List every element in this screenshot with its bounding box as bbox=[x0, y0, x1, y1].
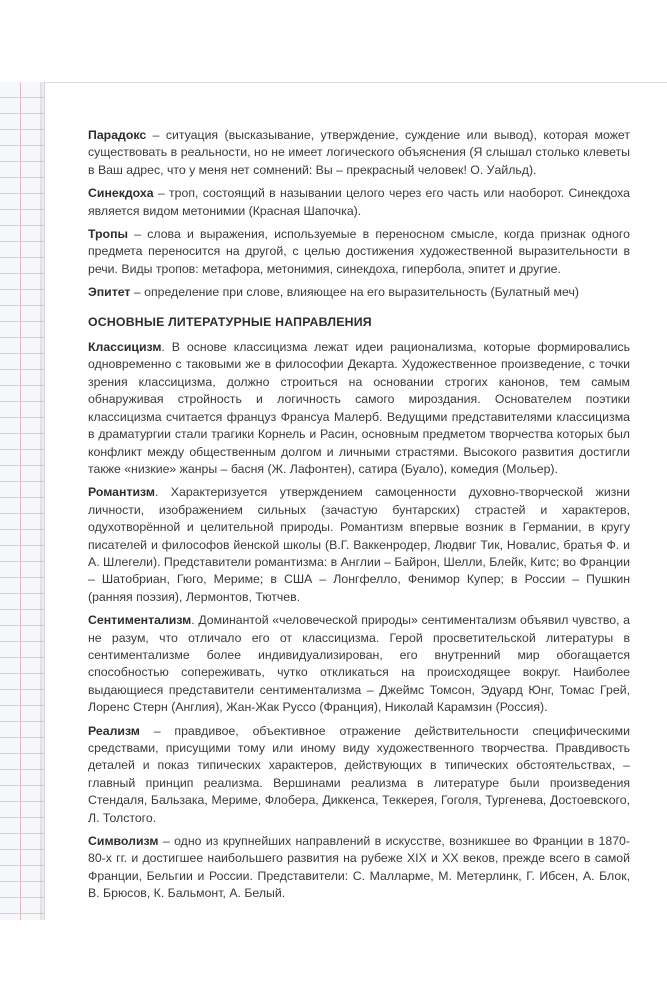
movement-heading: Романтизм bbox=[88, 485, 155, 500]
term-heading: Парадокс bbox=[88, 128, 147, 142]
notebook-page-edge bbox=[0, 82, 45, 920]
movement-heading: Классицизм bbox=[88, 340, 162, 355]
page-content bbox=[88, 127, 630, 909]
background-bottom bbox=[0, 920, 667, 1000]
movement-heading: Символизм bbox=[88, 834, 159, 849]
background-top bbox=[0, 0, 667, 82]
movement-heading: Реализм bbox=[88, 723, 140, 738]
term-definition: – слова и выражения, используемые в переносном смысле, когда признак одного предмета переносится на другой, с целью достижения художественной выразительности в речи. Виды тропов: метафора, метонимия, синекдоха, гипербола, эпитет и другие. bbox=[88, 227, 630, 276]
book-page bbox=[45, 82, 667, 922]
term-paragraph bbox=[88, 226, 630, 278]
movement-heading: Сентиментализм bbox=[88, 613, 192, 628]
movement-description: – одно из крупнейших направлений в искусстве, возникшее во Франции в 1870-80-х гг. и достигшее наибольшего развития на рубеже XIX и XX веков, прежде всего в самой Франции, Бельгии и России. Представители: С. Малларме, М. Метерлинк, Г. Ибсен, А. Блок, В. Брюсов, К. Бальмонт, А. Белый. bbox=[88, 834, 630, 901]
term-heading: Эпитет bbox=[88, 285, 131, 300]
movement-description: . В основе классицизма лежат идеи рационализма, которые формировались одновременно с таковыми же в философии Декарта. Художественное произведение, с точки зрения классицизма, должно строиться на основании строгих канонов, тем самым обнаруживая стройность и логичность самого мироздания. Основателем поэтики классицизма считается француз Франсуа Малерб. Ведущими представителями классицизма в драматургии стали трагики Корнель и Расин, основным предметом творчества которых был конфликт между общественным долгом и личными страстями. Высокого развития достигли также «низкие» жанры – басня (Ж. Лафонтен), сатира (Буало), комедия (Мольер). bbox=[88, 340, 630, 476]
movement-paragraph bbox=[88, 339, 630, 478]
movement-paragraph bbox=[88, 484, 630, 606]
term-paragraph bbox=[88, 185, 630, 220]
term-definition: – определение при слове, влияющее на его выразительность (Булатный меч) bbox=[130, 285, 579, 300]
term-paragraph bbox=[88, 284, 630, 301]
section-title: ОСНОВНЫЕ ЛИТЕРАТУРНЫЕ НАПРАВЛЕНИЯ bbox=[88, 314, 372, 329]
term-heading: Тропы bbox=[88, 227, 128, 242]
movement-paragraph bbox=[88, 723, 630, 827]
term-heading: Синекдоха bbox=[88, 186, 154, 201]
movement-description: . Характеризуется утверждением самоценности духовно-творческой жизни личности, изображением сильных (зачастую бунтарских) страстей и характеров, одухотворённой и целительной природы. Романтизм впервые возник в Германии, в кругу писателей и философов йенской школы (В.Г. Ваккенродер, Людвиг Тик, Новалис, братья Ф. и А. Шлегели). Представители романтизма: в Англии – Байрон, Шелли, Блейк, Китс; во Франции – Шатобриан, Гюго, Мериме; в США – Лонгфелло, Фенимор Купер; в России – Пушкин (ранняя поэзия), Лермонтов, Тютчев. bbox=[88, 485, 631, 604]
term-definition: – троп, состоящий в назывании целого через его часть или наоборот. Синекдоха является видом метонимии (Красная Шапочка). bbox=[88, 186, 630, 218]
movement-description: . Доминантой «человеческой природы» сентиментализм объявил чувство, а не разум, что отличало его от классицизма. Герой просветительской литературы в сентиментализме более индивидуализирован, его внутренний мир обогащается способностью сопереживать, чутко откликаться на происходящее вокруг. Наиболее выдающиеся представители сентиментализма – Джеймс Томсон, Эдуард Юнг, Томас Грей, Лоренс Стерн (Англия), Жан-Жак Руссо (Франция), Николай Карамзин (Россия). bbox=[88, 613, 630, 715]
term-paragraph bbox=[88, 127, 630, 179]
term-definition: – ситуация (высказывание, утверждение, суждение или вывод), которая может существовать в реальности, но не имеет логического объяснения (Я слышал столько клеветы в Ваш адрес, что у меня нет сомнений: Вы – прекрасный человек! О. Уайльд). bbox=[88, 128, 630, 177]
movement-description: – правдивое, объективное отражение действительности специфическими средствами, присущими тому или иному виду художественного творчества. Правдивость деталей и показ типических характеров, действующих в типических обстоятельствах, – главный принцип реализма. Вершинами реализма в литературе были произведения Стендаля, Бальзака, Мериме, Флобера, Диккенса, Теккерея, Гоголя, Тургенева, Достоевского, Л. Толстого. bbox=[88, 723, 630, 825]
movement-paragraph bbox=[88, 612, 630, 716]
movement-paragraph bbox=[88, 833, 630, 903]
